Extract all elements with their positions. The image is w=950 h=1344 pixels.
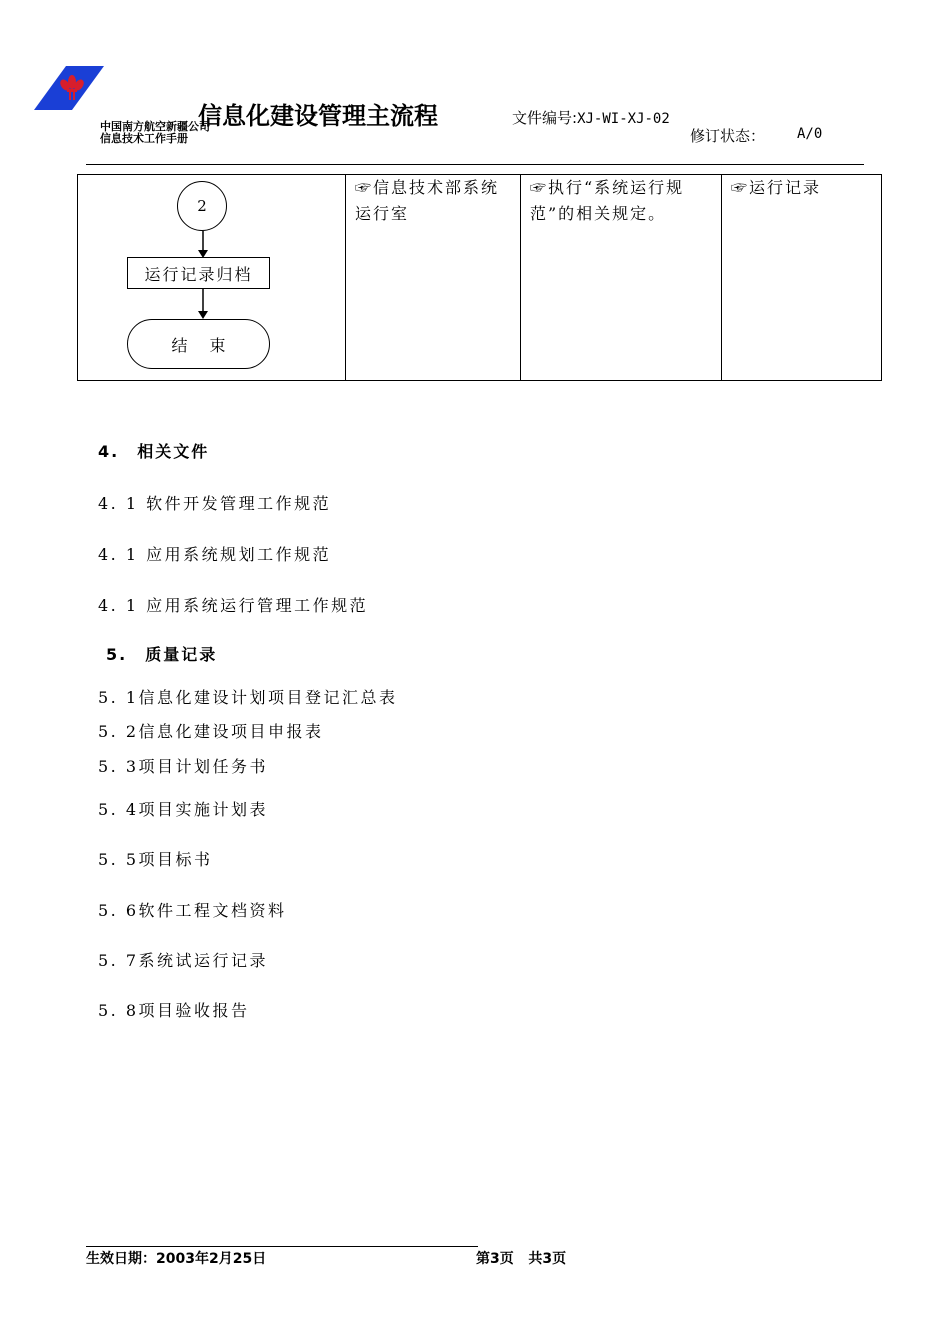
page-number: 第3页 共3页 xyxy=(476,1251,567,1267)
doc-number-value: XJ-WI-XJ-02 xyxy=(577,111,670,127)
section-number: 5. xyxy=(106,645,128,664)
quality-records-heading xyxy=(106,642,217,665)
list-item: 5. 1信息化建设计划项目登记汇总表 xyxy=(98,688,398,707)
flow-end-terminal: 结束 xyxy=(127,319,270,369)
company-name xyxy=(100,121,210,145)
procedure-cell: ☞执行“系统运行规范”的相关规定。 xyxy=(530,178,685,223)
list-item: 5. 7系统试运行记录 xyxy=(98,951,269,970)
section-title: 质量记录 xyxy=(145,645,218,664)
related-docs-heading xyxy=(98,439,209,462)
kapok-flower-logo-icon xyxy=(34,64,104,114)
record-cell: ☞运行记录 xyxy=(731,178,822,197)
list-item: 5. 3项目计划任务书 xyxy=(98,757,269,776)
company-name-line1: 中国南方航空新疆公司 xyxy=(100,120,210,133)
list-item: 4. 1 软件开发管理工作规范 xyxy=(98,494,332,513)
header-divider xyxy=(86,164,864,165)
effective-date: 生效日期：2003年2月25日 xyxy=(86,1251,267,1267)
list-item: 5. 2信息化建设项目申报表 xyxy=(98,722,324,741)
list-item: 4. 1 应用系统规划工作规范 xyxy=(98,545,332,564)
flow-arrow-icon xyxy=(197,231,209,259)
revision-label: 修订状态： xyxy=(690,127,766,145)
table-column-divider xyxy=(520,174,521,381)
manual-name-line2: 信息技术工作手册 xyxy=(100,132,188,145)
list-item: 5. 4项目实施计划表 xyxy=(98,800,269,819)
section-title: 相关文件 xyxy=(137,442,210,461)
flow-step-box: 运行记录归档 xyxy=(127,257,270,289)
doc-number xyxy=(512,107,670,128)
table-column-divider xyxy=(721,174,722,381)
footer-divider xyxy=(86,1246,478,1247)
section-number: 4. xyxy=(98,442,120,461)
list-item: 4. 1 应用系统运行管理工作规范 xyxy=(98,596,369,615)
list-item: 5. 5项目标书 xyxy=(98,850,213,869)
flow-connector-circle: 2 xyxy=(177,181,227,231)
flow-arrow-icon xyxy=(197,289,209,320)
revision-value: A/0 xyxy=(797,126,823,142)
list-item: 5. 8项目验收报告 xyxy=(98,1001,250,1020)
list-item: 5. 6软件工程文档资料 xyxy=(98,901,287,920)
page-title: 信息化建设管理主流程 xyxy=(198,102,438,130)
table-column-divider xyxy=(345,174,346,381)
responsible-dept-cell: ☞信息技术部系统运行室 xyxy=(355,178,500,223)
doc-number-label: 文件编号: xyxy=(512,109,578,127)
